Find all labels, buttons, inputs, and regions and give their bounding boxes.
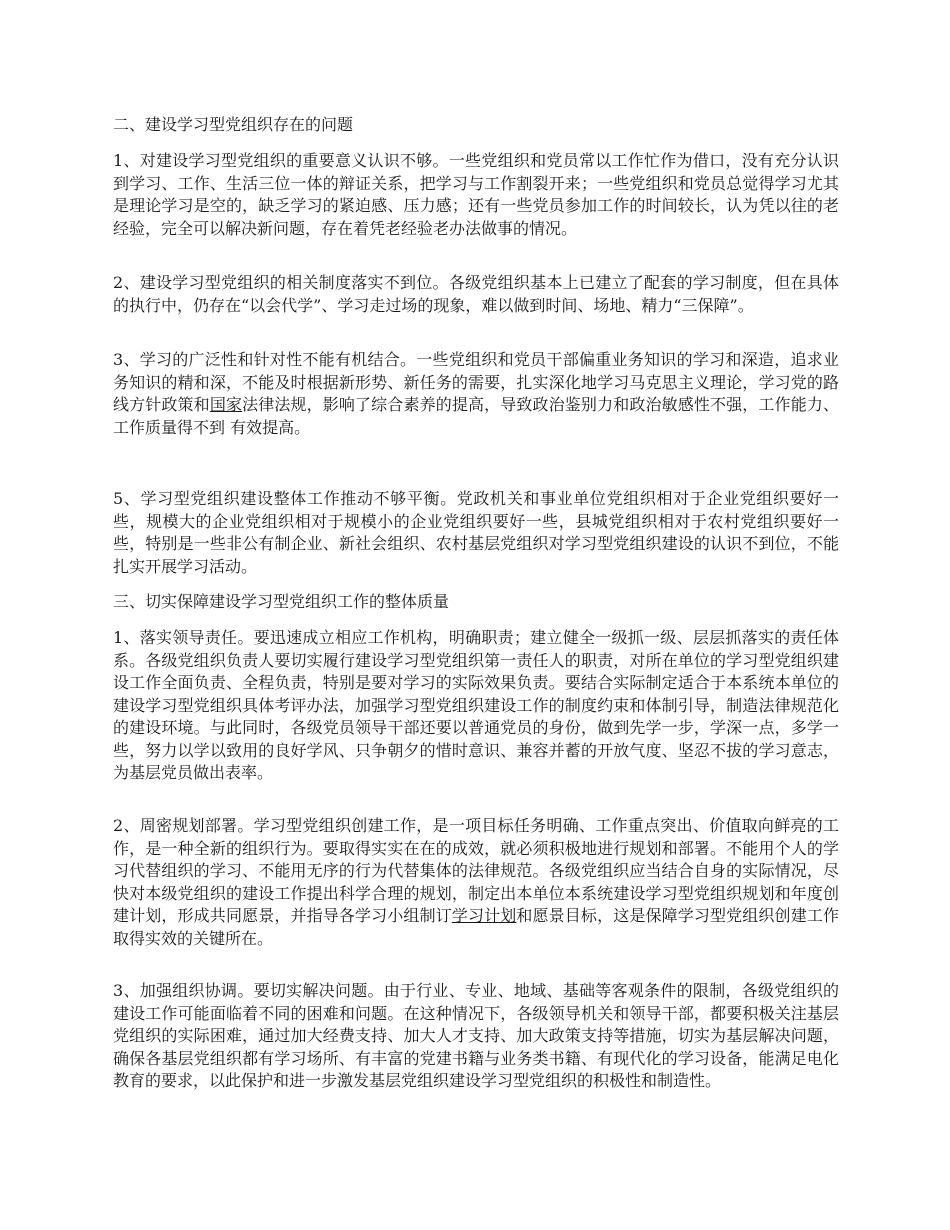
paragraph-3-1: 1、落实领导责任。要迅速成立相应工作机构，明确职责；建立健全一级抓一级、层层抓落实的责任体系。各级党组织负责人要切实履行建设学习型党组织第一责任人的职责，对所在单位的学习型党组织建设工作全面负责、全程负责，特别是要对学习的实际效果负责。要结合实际制定适合于本系统本单位的建设学习型党组织具体考评办法，加强学习型党组织建设工作的制度约束和体制引导，制造法律规范化的建设环境。与此同时，各级党员领导干部还要以普通党员的身份，做到先学一步，学深一点，多学一些，努力以学以致用的良好学风、只争朝夕的惜时意识、兼容并蓄的开放气度、坚忍不拔的学习意志，为基层党员做出表率。 [113,628,839,782]
link-study-plan[interactable]: 学习计划 [451,906,517,925]
paragraph-2-2 [113,272,839,317]
paragraph-2-3-text-b: 法律法规，影响了综合素养的提高，导致政治鉴别力和政治敏感性不强，工作能力、工作质量得不到 有效提高。 [113,395,839,437]
section-heading-2: 二、建设学习型党组织存在的问题 [113,115,354,134]
paragraph-2-1: 1、对建设学习型党组织的重要意义认识不够。一些党组织和党员常以工作忙作为借口，没有充分认识到学习、工作、生活三位一体的辩证关系，把学习与工作割裂开来；一些党组织和党员总觉得学习尤其是理论学习是空的，缺乏学习的紧迫感、压力感；还有一些党员参加工作的时间较长，认为凭以往的老经验，完全可以解决新问题，存在着凭老经验老办法做事的情况。 [113,151,839,238]
paragraph-2-3-text-a: 3、学习的广泛性和针对性不能有机结合。一些党组织和党员干部偏重业务知识的学习和深造，追求业务知识的精和深，不能及时根据新形势、新任务的需要，扎实深化地学习马克思主义理论，学习党的路线方针政策和 [113,350,839,414]
paragraph-3-3: 3、加强组织协调。要切实解决问题。由于行业、专业、地域、基础等客观条件的限制，各级党组织的建设工作可能面临着不同的困难和问题。在这种情况下，各级领导机关和领导干部，都要积极关注基层党组织的实际困难，通过加大经费支持、加大人才支持、加大政策支持等措施，切实为基层解决问题，确保各基层党组织都有学习场所、有丰富的党建书籍与业务类书籍、有现代化的学习设备，能满足电化教育的要求，以此保护和进一步激发基层党组织建设学习型党组织的积极性和制造性。 [113,981,839,1090]
paragraph-2-5: 5、学习型党组织建设整体工作推动不够平衡。党政机关和事业单位党组织相对于企业党组织要好一些，规模大的企业党组织相对于规模小的企业党组织要好一些，县城党组织相对于农村党组织要好一些，特别是一些非公有制企业、新社会组织、农村基层党组织对学习型党组织建设的认识不到位，不能扎实开展学习活动。 [113,489,839,576]
link-guojia[interactable]: 国家 [209,395,243,414]
paragraph-2-3 [113,349,839,439]
paragraph-3-2-text-b: 和愿景目标，这是保障学习型党组织创建工作取得实效的关键所在。 [113,906,839,948]
paragraph-2-2-text: 2、建设学习型党组织的相关制度落实不到位。各级党组织基本上已建立了配套的学习制度，但在具体的执行中，仍存在“以会代学”、学习走过场的现象，难以做到时间、场地、精力“三保障”。 [113,273,839,315]
paragraph-3-2-text-a: 2、周密规划部署。学习型党组织创建工作，是一项目标任务明确、工作重点突出、价值取向鲜亮的工作，是一种全新的组织行为。要取得实实在在的成效，就必须积极地进行规划和部署。不能用个人的学习代替组织的学习、不能用无序的行为代替集体的法律规范。各级党组织应当结合自身的实际情况，尽快对本级党组织的建设工作提出科学合理的规划，制定出本单位本系统建设学习型党组织规划和年度创建计划，形成共同愿景，并指导各学习小组制订 [113,816,839,925]
paragraph-3-2 [113,815,839,950]
section-heading-3: 三、切实保障建设学习型党组织工作的整体质量 [113,592,450,611]
